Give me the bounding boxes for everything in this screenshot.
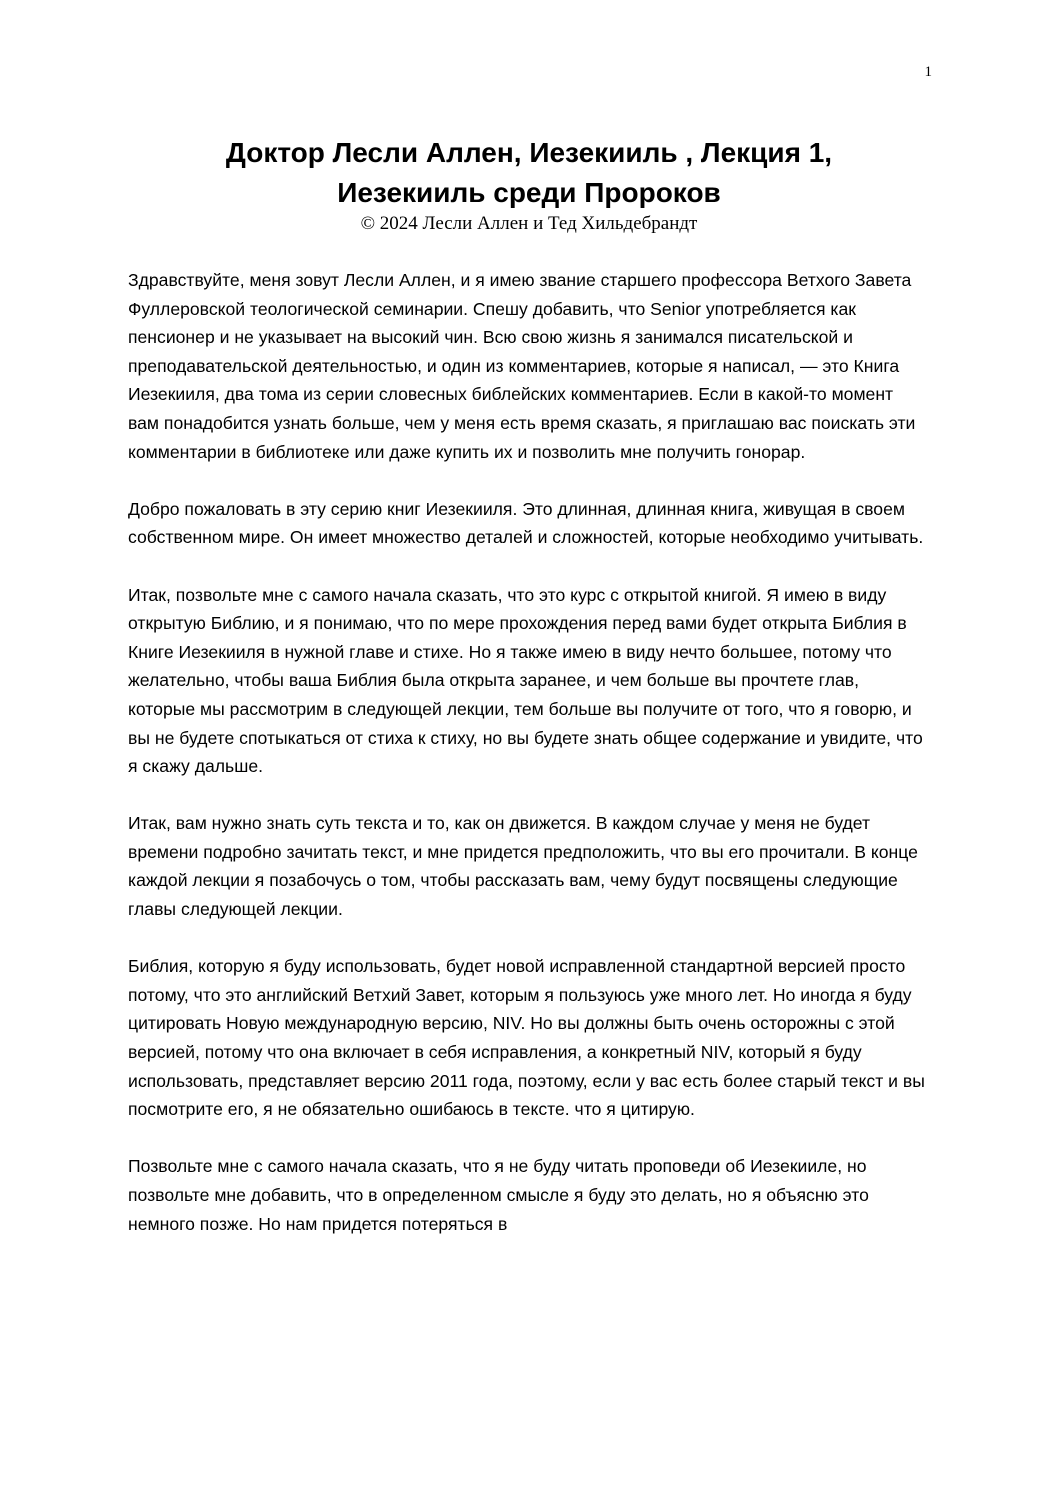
paragraph-welcome: Добро пожаловать в эту серию книг Иезекииля. Это длинная, длинная книга, живущая в своем собственном мире. Он имеет множество деталей и сложностей, которые необходимо учитывать. [128,498,924,548]
paragraph-text-summary: Итак, вам нужно знать суть текста и то, как он движется. В каждом случае у меня не будет времени подробно зачитать текст, и мне придется предположить, что вы его прочитали. В конце каждой лекции я позабочусь о том, чтобы рассказать вам, чему будут посвящены следующие главы следующей лекции. [128,813,918,920]
paragraph-bible-version: Библия, которую я буду использовать, будет новой исправленной стандартной версией просто потому, что это английский Ветхий Завет, которым я пользуюсь уже много лет. Но иногда я буду цитировать Новую международную версию, NIV. Но вы должны быть очень осторожны с этой версией, потому что она включает в себя исправления, а конкретный NIV, который я буду использовать, представляет версию 2011 года, поэтому, если у вас есть более старый текст и вы посмотрите его, я не обязательно ошибаюсь в тексте. что я цитирую. [128,956,925,1120]
document-body [128,266,928,1267]
copyright-line: © 2024 Лесли Аллен и Тед Хильдебрандт [360,213,698,234]
paragraph-sermons: Позвольте мне с самого начала сказать, что я не буду читать проповеди об Иезекииле, но позвольте мне добавить, что в определенном смысле я буду это делать, но я объясню это немного позже. Но нам придется потеряться в [128,1156,869,1234]
document-title-line-1: Доктор Лесли Аллен, Иезекииль , Лекция 1, [225,137,833,168]
paragraph-open-book: Итак, позвольте мне с самого начала сказать, что это курс с открытой книгой. Я имею в виду открытую Библию, и я понимаю, что по мере прохождения перед вами будет открыта Библия в Книге Иезекииля в нужной главе и стихе. Но я также имею в виду нечто большее, потому что желательно, чтобы ваша Библия была открыта заранее, и чем больше вы прочтете глав, которые мы рассмотрим в следующей лекции, тем больше вы получите от того, что я говорю, и вы не будете спотыкаться от стиха к стиху, но вы будете знать общее содержание и увидите, что я скажу дальше. [128,584,923,777]
page-number: 1 [924,64,932,80]
title-block [0,133,1058,235]
document-title-line-2: Иезекииль среди Пророков [337,177,721,208]
paragraph-introduction: Здравствуйте, меня зовут Лесли Аллен, и я имею звание старшего профессора Ветхого Завета Фуллеровской теологической семинарии. Спешу добавить, что Senior употребляется как пенсионер и не указывает на высокий чин. Всю свою жизнь я занимался писательской и преподавательской деятельностью, и один из комментариев, которые я написал, — это Книга Иезекииля, два тома из серии словесных библейских комментариев. Если в какой-то момент вам понадобится узнать больше, чем у меня есть время сказать, я приглашаю вас поискать эти комментарии в библиотеке или даже купить их и позволить мне получить гонорар. [128,270,916,462]
